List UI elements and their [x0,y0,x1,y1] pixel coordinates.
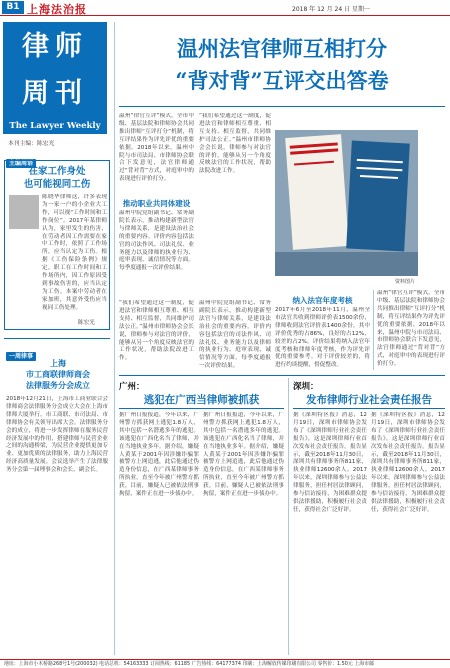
main-body-2: 温州中院党组副书记、常务副院长表示，推动构建新型法官与律师关系，是建设法治社会的重要内容。评价内容包括法官的司法作风、司法礼仪、业务能力以及律师的执业行为、庭审表现、诚信情况等方面。每季度通报一次评价结果。 [119,210,194,272]
page-number: B1 [2,1,24,14]
column-label: 主编周语 [6,159,36,168]
shenzhen-rule [293,408,445,409]
weekly-title-en: The Lawyer Weekly [9,121,101,131]
main-right-divider [373,290,374,370]
main-body-intro: 温州“律官互评”模式，全市中级、基层法院和律师协会共同推出律师“互评打分”机制，将互评结果作为评先评优的重要依据。2018年以来，温州中院与市司法局、市律师协会联合下发意见，法官律师通过“背对背”方式，对庭审中的表现进行评价打分。 [119,113,194,183]
shenzhen-body-col2: 据《深圳特区报》消息，12月19日，深圳市律师协会发布了《深圳律师行业社会责任报告》，这是深圳律师行业首次发布社会责任报告。报告显示，截至2018年11月30日，深圳共有律师事务所811家，执业律师12600余人。2017年以来，深圳律师参与公益法律服务，担任村居法律顾问，参与信访接待，为困难群众提供法律援助，积极履行社会责任，获得社会广泛好评。 [371,412,445,513]
weekly-banner [3,22,107,134]
weekly-editor: 本刊主编：陈宏光 [8,141,55,147]
shenzhen-headline: 发布律师行业社会责任报告 [306,394,432,406]
guangzhou-rule [119,408,284,409]
column-author: 陈宏光 [78,320,95,326]
guangzhou-body-col1: 据广州日报报道，今年以来，广州警方抓获网上逃犯1.8万人，其中包括一名潜逃多年的逃犯。该逃犯在广西化名当了律师，并在当地执业多年。据介绍，嫌疑人黄某于2001年因涉嫌诈骗罪被警方上网追逃，此后他通过伪造身份信息，在广西某律师事务所执业，直至今年被广州警方抓获。目前，嫌疑人已被依法刑事拘留，案件正在进一步侦办中。 [119,412,199,498]
brief-title-line1: 上海 [50,358,66,368]
main-body-col2b: 温州中院党组副书记、常务副院长表示，推动构建新型法官与律师关系，是建设法治社会的重要内容。评价内容包括法官的司法作风、司法礼仪、业务能力以及律师的执业行为、庭审表现、诚信情况等方面。每季度通报一次评价结果。 [199,300,271,370]
column-title-line1: 在家工作身处 [28,166,86,177]
lower-divider [288,378,289,655]
column-body: 陈晓华律师这，许多表现为一家一户的小企业大工作，可以视“工作时间和工作岗位”。2017年某律师认为，家里发生的伤害，在劳动者因工作需要在家中工作时，依照了工作场所，应当认定为工伤。根据《工伤保险条例》规定，职工在工作时间和工作场所内，因工作原因受到事故伤害的，应当认定为工伤。本案中劳动者在家加班，其意外受伤应当视同工伤处理。 [42,194,107,311]
left-column-divider [114,22,115,655]
headline-rule [119,106,445,107]
main-body-col1b: “我们希望通过这一制度，促进法官和律师相互尊重、相互支持、相互监督，共同维护司法公正。”温州市律师协会会长说，律师参与对法官的评价，能够从另一个角度反映法官的工作状况，帮助法院改进工作。 [119,300,194,362]
guangzhou-body-col2: 据广州日报报道，今年以来，广州警方抓获网上逃犯1.8万人，其中包括一名潜逃多年的逃犯。该逃犯在广西化名当了律师，并在当地执业多年。据介绍，嫌疑人黄某于2001年因涉嫌诈骗罪被警方上网追逃，此后他通过伪造身份信息，在广西某律师事务所执业，直至今年被广州警方抓获。目前，嫌疑人已被依法刑事拘留，案件正在进一步侦办中。 [203,412,284,498]
publication-date: 2018 年 12 月 24 日 星期一 [292,6,370,13]
brief-title-line3: 法律服务分会成立 [26,380,90,390]
main-body-3: 2017年6月至2018年11月，温州全市法官共收到律师评价表1500余份，律师收到法官评价表1400余份。其中评价优秀的占86%，良好的占12%，较差的占2%。评价结果将纳入法官年度考核和律师年度考核，作为评先评优的重要参考。对于评价较差的，将进行约谈提醒，督促整改。 [275,307,370,369]
main-headline-line2: “背对背”互评交出答卷 [175,68,389,93]
newspaper-name: 上海法治报 [27,3,87,16]
footer: 地址：上海市小木桥路268号1号(200032) 电话总机：54163333 订阅热线：61185 广告热线：64177374 印刷：上海解放传媒印刷有限公司 零售价：1.50元 上海市邮 [0,659,450,668]
document-photo [275,130,418,276]
column-title-line2: 也可能视同工伤 [23,179,91,190]
photo-caption: 资料图片 [395,279,416,285]
brief-rule [4,338,110,339]
lower-section-rule [119,375,445,376]
shenzhen-region: 深圳： [293,382,319,392]
guangzhou-region: 广州： [119,382,145,392]
brief-title-line2: 市工商联律师商会 [26,369,90,379]
main-subhead1: 推动职业共同体建设 [122,199,191,208]
main-body-right: 温州“律官互评”模式，全市中级、基层法院和律师协会共同推出律师“互评打分”机制，将互评结果作为评先评优的重要依据。2018年以来，温州中院与市司法局、市律师协会联合下发意见，法官律师通过“背对背”方式，对庭审中的表现进行评价打分。 [377,290,445,368]
weekly-title-line1: 律师 [22,31,88,62]
brief-body: 2018年12月21日，上海市工商业联合会律师商会法律服务分会成立大会在上海市律师大厦举行。市工商联、市司法局、市律师协会有关领导出席大会。法律服务分会的成立，将进一步发挥律师在服务民营经济发展中的作用，搭建律师与民营企业之间的沟通桥梁，为民营企业提供更加专业、更加优质的法律服务，助力上海民营经济高质量发展。会议选举产生了法律服务分会第一届理事会和会长、副会长。 [6,396,108,474]
document-photo-drawing [275,130,418,276]
author-photo [9,195,39,229]
main-body-col2: “我们希望通过这一制度，促进法官和律师相互尊重、相互支持、相互监督，共同维护司法公正。”温州市律师协会会长说，律师参与对法官的评价，能够从另一个角度反映法官的工作状况，帮助法院改进工作。 [199,113,271,175]
weekly-title-line2: 周刊 [22,78,88,109]
column-title [8,165,106,191]
shenzhen-body-col1: 据《深圳特区报》消息，12月19日，深圳市律师协会发布了《深圳律师行业社会责任报告》，这是深圳律师行业首次发布社会责任报告。报告显示，截至2018年11月30日，深圳共有律师事务所811家，执业律师12600余人。2017年以来，深圳律师参与公益法律服务，担任村居法律顾问，参与信访接待，为困难群众提供法律援助，积极履行社会责任，获得社会广泛好评。 [293,412,367,513]
main-subhead2: 纳入法官年度考核 [292,296,353,305]
brief-title [8,358,108,391]
main-headline-line1: 温州法官律师互相打分 [177,36,387,61]
guangzhou-headline: 逃犯在广西当律师被抓获 [143,394,260,406]
brief-label: 一周律事 [6,352,36,361]
